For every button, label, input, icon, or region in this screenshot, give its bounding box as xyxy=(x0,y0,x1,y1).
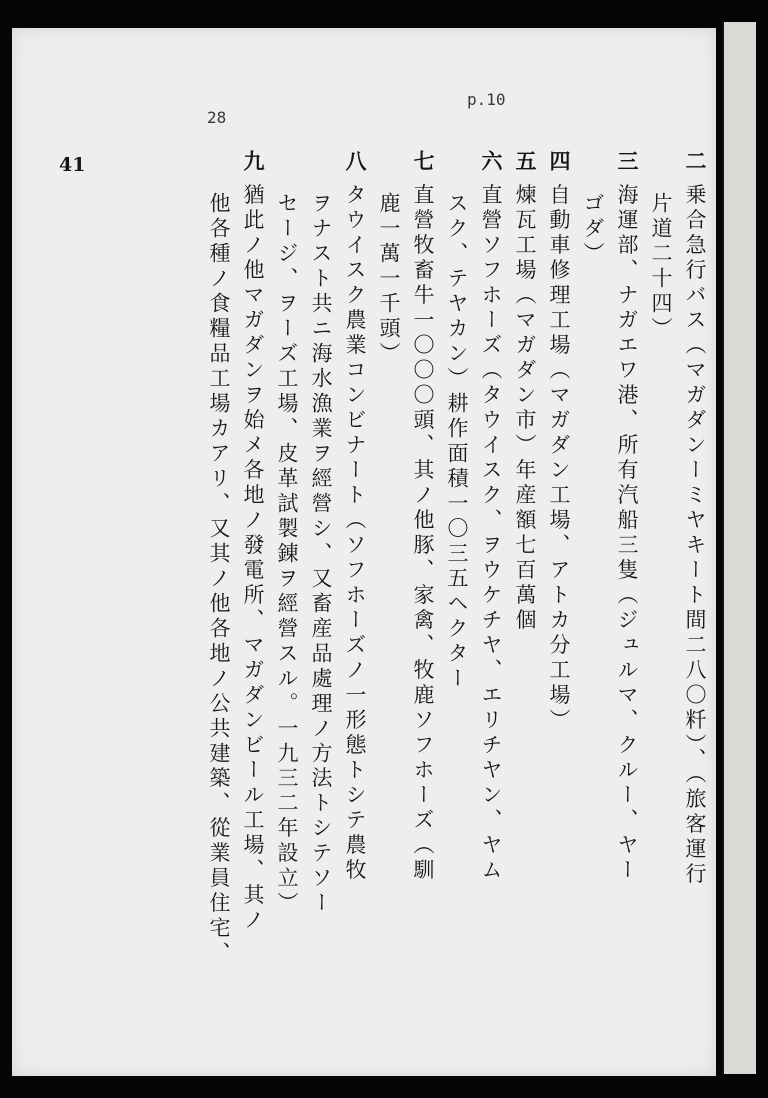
text-line: ヲナスト共ニ海水漁業ヲ經營シ、又畜産品處理ノ方法トシテソー xyxy=(309,192,333,917)
text-line: 鹿一萬一千頭） xyxy=(377,192,401,367)
text-line: 八タウイスク農業コンビナート（ソフホーズノ一形態トシテ農牧 xyxy=(343,150,368,884)
handwritten-scribble: 28 xyxy=(207,108,227,127)
text-line: 三海運部、ナガエワ港、所有汽船三隻（ジュルマ、クルー、ヤー xyxy=(615,150,640,884)
text-line: 片道二十四） xyxy=(649,192,673,342)
text-line: 九猶此ノ他マガダンヲ始メ各地ノ發電所、マガダンビール工場、其ノ xyxy=(241,150,266,934)
text-line: ゴダ） xyxy=(581,192,605,267)
page-number: 41 xyxy=(59,154,86,176)
text-line: スク、テヤカン）耕作面積一〇三五ヘクター xyxy=(445,192,469,692)
text-line: 二乗合急行バス（マガダンーミヤキート間二八〇粁）、（旅客運行 xyxy=(683,150,708,888)
text-line: 七直營牧畜牛一〇〇〇頭、其ノ他豚、家禽、牧鹿ソフホーズ（馴 xyxy=(411,150,436,884)
document-page xyxy=(12,28,716,1076)
text-line: 四自動車修理工場（マガダン工場、アトカ分工場） xyxy=(547,150,572,734)
handwritten-annotation: p.10 xyxy=(467,90,506,109)
text-line: 五煉瓦工場（マガダン市）年産額七百萬個 xyxy=(513,150,538,634)
text-line: 六直營ソフホーズ（タウイスク、ヲウケチヤ、エリチヤン、ヤム xyxy=(479,150,504,884)
text-line: セージ、ヲーズ工場、皮革試製錬ヲ經營スル。一九三二年設立） xyxy=(275,192,299,917)
vertical-text-body xyxy=(82,150,712,1050)
adjacent-page-edge xyxy=(722,22,756,1074)
text-line: 他各種ノ食糧品工場カアリ、又其ノ他各地ノ公共建築、從業員住宅、 xyxy=(207,192,231,967)
